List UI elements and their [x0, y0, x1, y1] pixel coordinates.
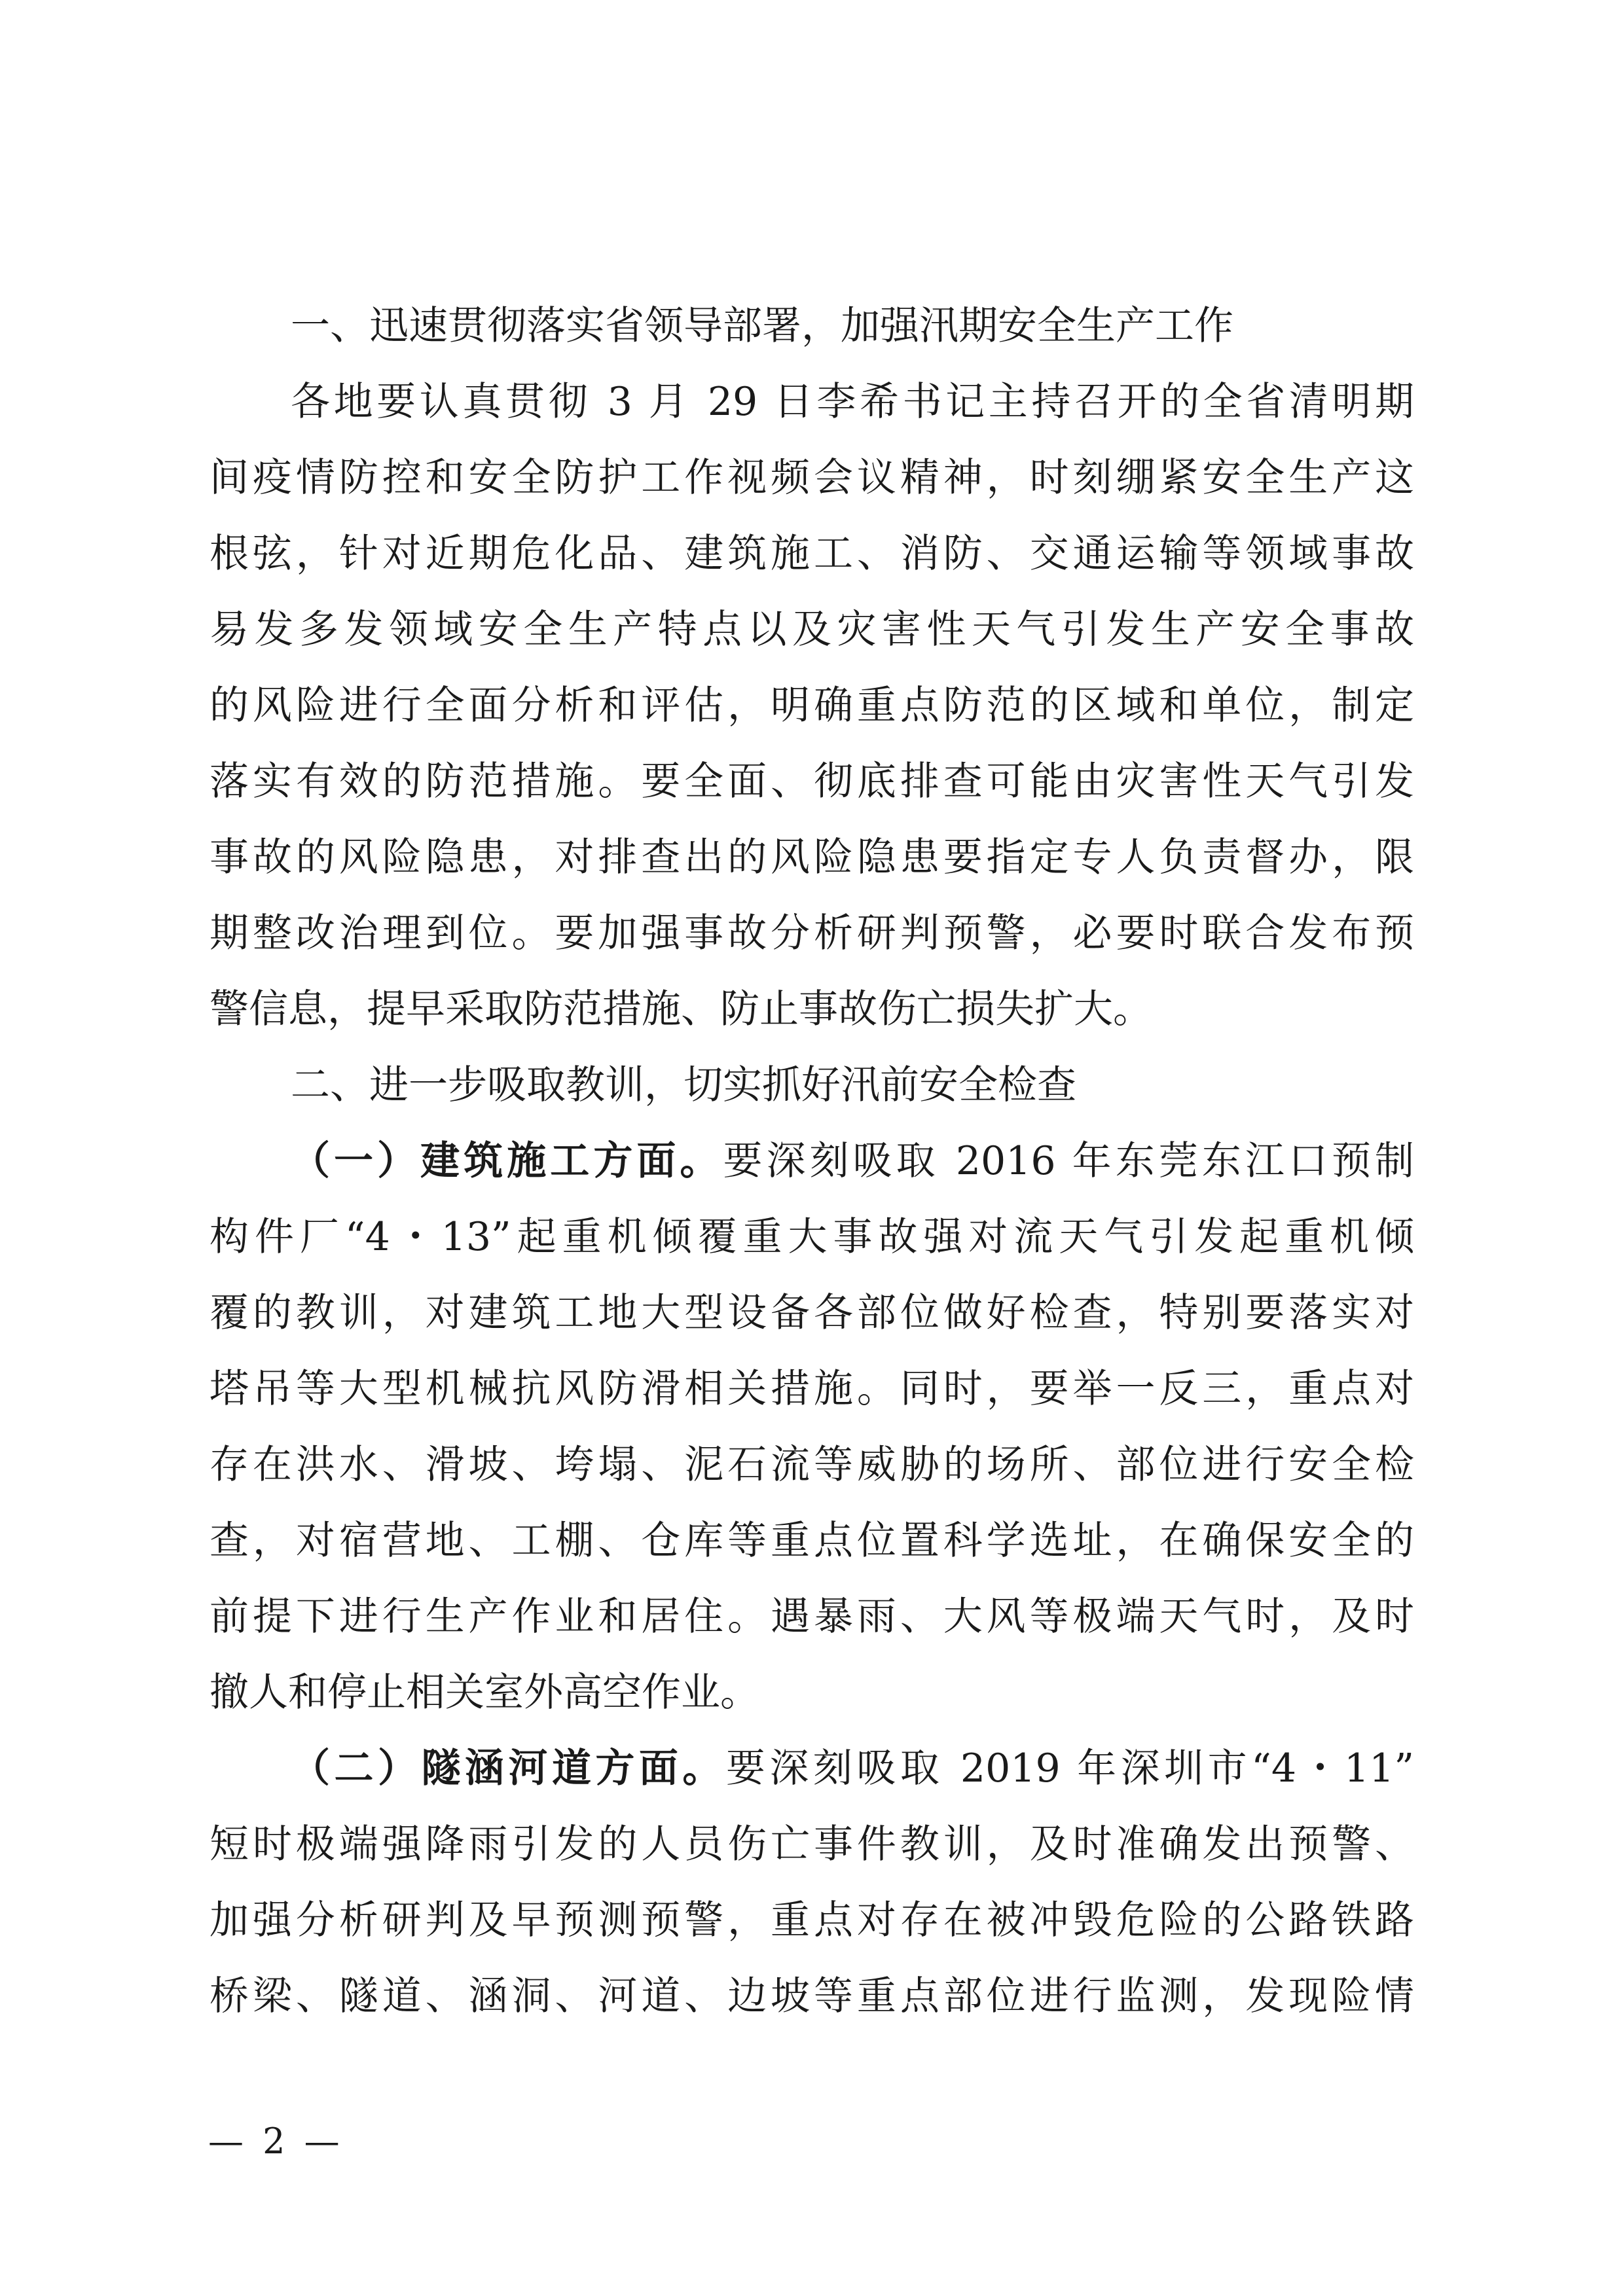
paragraph-line: 间疫情防控和安全防护工作视频会议精神，时刻绷紧安全生产这: [210, 455, 1414, 501]
paragraph-line: 各地要认真贯彻 3 月 29 日李希书记主持召开的全省清明期: [291, 379, 1414, 425]
paragraph-line: 查，对宿营地、工棚、仓库等重点位置科学选址，在确保安全的: [210, 1518, 1414, 1564]
paragraph-line: 加强分析研判及早预测预警，重点对存在被冲毁危险的公路铁路: [210, 1897, 1414, 1943]
paragraph-line: 短时极端强降雨引发的人员伤亡事件教训，及时准确发出预警、: [210, 1821, 1414, 1867]
section-heading: 二、进一步吸取教训，切实抓好汛前安全检查: [291, 1062, 1076, 1108]
paragraph-line: 前提下进行生产作业和居住。遇暴雨、大风等极端天气时，及时: [210, 1594, 1414, 1640]
paragraph-line: 构件厂“4・13”起重机倾覆重大事故强对流天气引发起重机倾: [210, 1214, 1414, 1260]
paragraph-line: 桥梁、隧道、涵洞、河道、边坡等重点部位进行监测，发现险情: [210, 1973, 1414, 2019]
paragraph-line: 易发多发领域安全生产特点以及灾害性天气引发生产安全事故: [210, 607, 1414, 653]
paragraph-line: 期整改治理到位。要加强事故分析研判预警，必要时联合发布预: [210, 910, 1414, 956]
subsection-label: （一）建筑施工方面。: [291, 1138, 723, 1184]
subsection-first-line: [210, 1123, 1414, 1199]
paragraph-line: 事故的风险隐患，对排查出的风险隐患要指定专人负责督办，限: [210, 834, 1414, 880]
subsection-first-line: [210, 1731, 1414, 1806]
paragraph-line: 落实有效的防范措施。要全面、彻底排查可能由灾害性天气引发: [210, 759, 1414, 804]
subsection-text: 要深刻吸取 2016 年东莞东江口预制: [723, 1138, 1414, 1184]
subsection-label: （二）隧涵河道方面。: [291, 1746, 726, 1791]
paragraph-line: 的风险进行全面分析和评估，明确重点防范的区域和单位，制定: [210, 683, 1414, 728]
paragraph-line: 警信息，提早采取防范措施、防止事故伤亡损失扩大。: [210, 986, 1152, 1032]
paragraph-line: 撤人和停止相关室外高空作业。: [210, 1670, 759, 1715]
page-number: — 2 —: [208, 2121, 344, 2162]
section-heading: 一、迅速贯彻落实省领导部署，加强汛期安全生产工作: [291, 303, 1233, 349]
paragraph-line: 塔吊等大型机械抗风防滑相关措施。同时，要举一反三，重点对: [210, 1366, 1414, 1412]
paragraph-line: 根弦，针对近期危化品、建筑施工、消防、交通运输等领域事故: [210, 531, 1414, 577]
paragraph-line: 覆的教训，对建筑工地大型设备各部位做好检查，特别要落实对: [210, 1290, 1414, 1336]
document-body: [210, 288, 1414, 2034]
subsection-text: 要深刻吸取 2019 年深圳市“4・11”: [725, 1746, 1414, 1791]
paragraph-line: 存在洪水、滑坡、垮塌、泥石流等威胁的场所、部位进行安全检: [210, 1442, 1414, 1488]
